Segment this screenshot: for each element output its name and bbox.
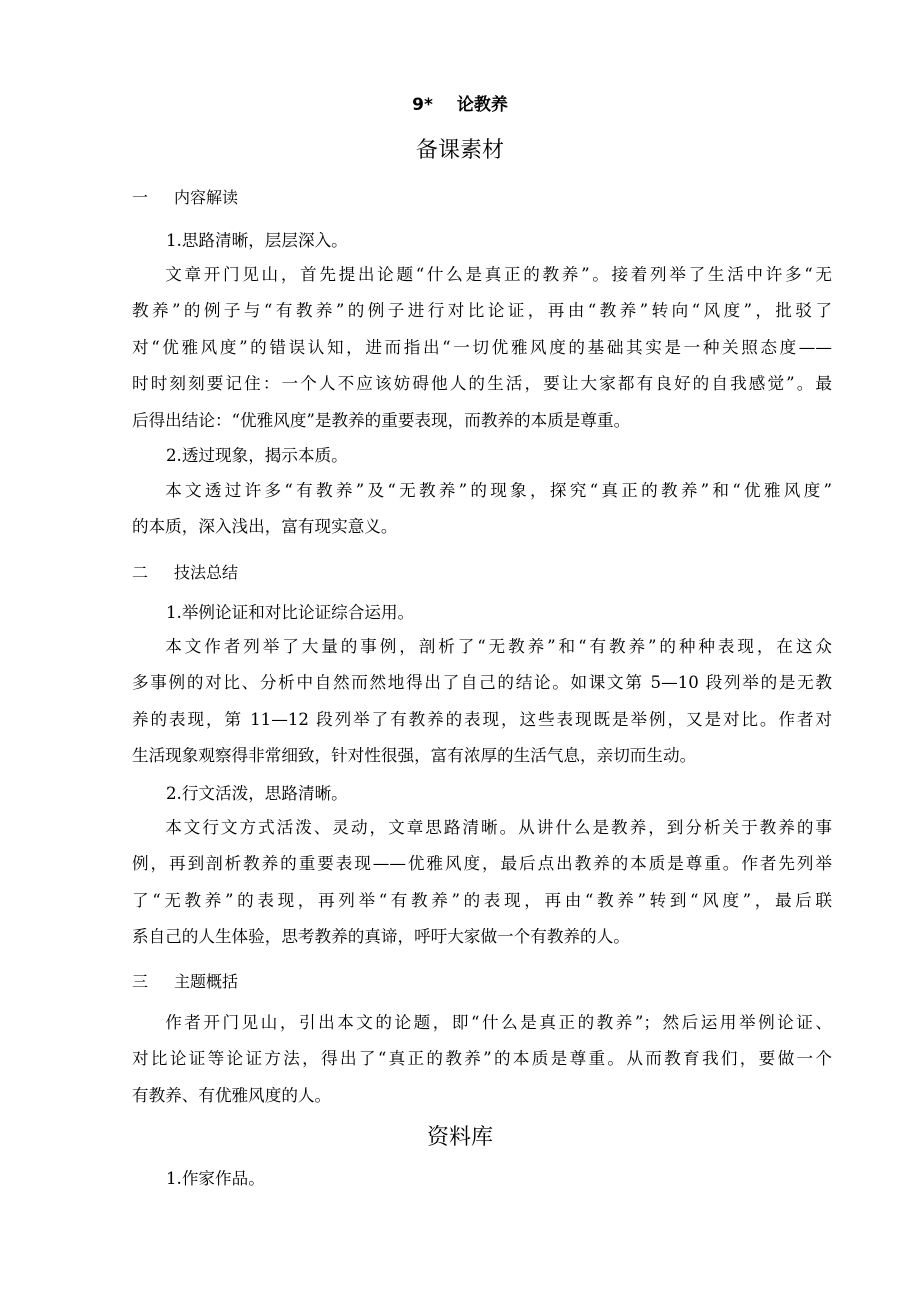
text-line: 例，再到剖析教养的重要表现——优雅风度，最后点出教养的本质是尊重。作者先列举 [132, 854, 832, 874]
text-line: 对“优雅风度”的错误认知，进而指出“一切优雅风度的基础其实是一种关照态度—— [132, 337, 832, 357]
paragraph [132, 1005, 832, 1114]
text-line: 本文行文方式活泼、灵动，文章思路清晰。从讲什么是教养，到分析关于教养的事 [165, 818, 832, 837]
list-item: 2.透过现象，揭示本质。 [166, 446, 348, 465]
text-line: 了“无教养”的表现，再列举“有教养”的表现，再由“教养”转到“风度”，最后联 [132, 890, 832, 910]
list-item: 1.作家作品。 [166, 1169, 265, 1188]
section-title-materials: 备课素材 [415, 138, 504, 163]
text-line: 后得出结论：“优雅风度”是教养的重要表现，而教养的本质是尊重。 [132, 410, 631, 430]
heading-technique-summary [132, 562, 238, 584]
lesson-name: 论教养 [456, 95, 508, 115]
text-line: 本文透过许多“有教养”及“无教养”的现象，探究“真正的教养”和“优雅风度” [165, 481, 832, 500]
text-line: 多事例的对比、分析中自然而然地得出了自己的结论。如课文第 5—10 段列举的是无教 [132, 673, 832, 693]
list-item: 2.行文活泼，思路清晰。 [166, 784, 348, 803]
heading-label: 主题概括 [174, 972, 239, 991]
text-line: 养的表现，第 11—12 段列举了有教养的表现，这些表现既是举例，又是对比。作者对 [132, 709, 832, 729]
section-title-resources: 资料库 [426, 1125, 493, 1150]
list-item: 1.举例论证和对比论证综合运用。 [166, 603, 415, 622]
paragraph [132, 473, 832, 546]
list-item: 1.思路清晰，层层深入。 [166, 231, 348, 250]
heading-number: 一 [132, 188, 149, 207]
heading-number: 三 [132, 972, 149, 991]
heading-theme-summary [132, 971, 238, 993]
text-line: 文章开门见山，首先提出论题“什么是真正的教养”。接着列举了生活中许多“无 [165, 265, 832, 284]
text-line: 时时刻刻要记住：一个人不应该妨碍他人的生活，要让大家都有良好的自我感觉”。最 [132, 374, 832, 394]
heading-content-interpretation [132, 187, 238, 209]
paragraph [132, 810, 832, 956]
text-line: 有教养、有优雅风度的人。 [132, 1085, 332, 1105]
paragraph [132, 257, 832, 439]
text-line: 本文作者列举了大量的事例，剖析了“无教养”和“有教养”的种种表现，在这众 [165, 637, 832, 656]
text-line: 生活现象观察得非常细致，针对性很强，富有浓厚的生活气息，亲切而生动。 [132, 746, 697, 766]
text-line: 作者开门见山，引出本文的论题，即“什么是真正的教养”；然后运用举例论证、 [165, 1013, 832, 1032]
heading-number: 二 [132, 563, 149, 582]
text-line: 对比论证等论证方法，得出了“真正的教养”的本质是尊重。从而教育我们，要做一个 [132, 1049, 832, 1069]
text-line: 教养”的例子与“有教养”的例子进行对比论证，再由“教养”转向“风度”，批驳了 [132, 301, 832, 321]
heading-label: 内容解读 [174, 188, 239, 207]
lesson-number: 9* [412, 95, 433, 115]
text-line: 的本质，深入浅出，富有现实意义。 [132, 517, 398, 537]
lesson-title [0, 93, 920, 117]
heading-label: 技法总结 [174, 563, 239, 582]
paragraph [132, 629, 832, 775]
text-line: 系自己的人生体验，思考教养的真谛，呼吁大家做一个有教养的人。 [132, 927, 630, 947]
